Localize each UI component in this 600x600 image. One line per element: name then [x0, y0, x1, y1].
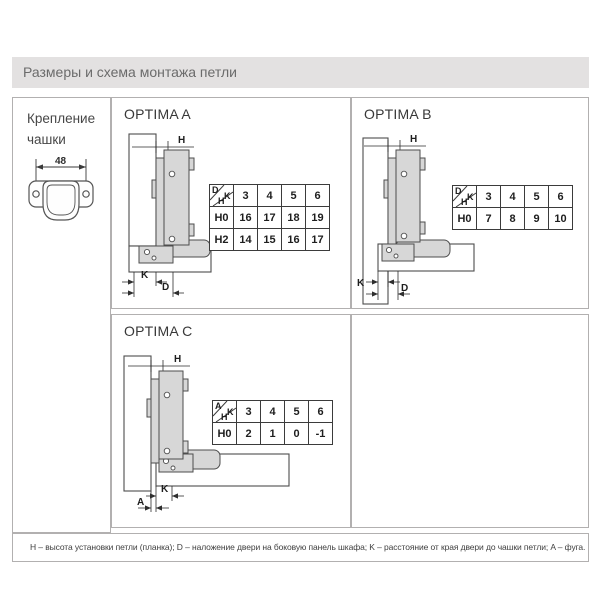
- col-header: 4: [258, 185, 282, 207]
- col-header: 4: [261, 401, 285, 423]
- screw: [394, 254, 398, 258]
- table-cell: -1: [309, 423, 333, 445]
- cup-mounting-title: [27, 108, 95, 150]
- clip-tab: [183, 379, 188, 391]
- plate-notch: [147, 399, 151, 417]
- table-cell: 18: [282, 207, 306, 229]
- table-cell: 2: [237, 423, 261, 445]
- row-label: H0: [210, 207, 234, 229]
- screw-hole: [33, 191, 39, 197]
- corner-label-d: D: [455, 186, 462, 196]
- side-panel: [124, 356, 151, 491]
- hinge-arm: [159, 371, 183, 459]
- dim-label-d: D: [401, 283, 409, 294]
- col-header: 5: [285, 401, 309, 423]
- table-cell: 9: [525, 208, 549, 230]
- dim-label-a: A: [137, 497, 145, 508]
- table-header-row: [453, 186, 573, 208]
- screw-hole: [83, 191, 89, 197]
- row-label: H0: [213, 423, 237, 445]
- corner-label-h: H: [461, 197, 468, 207]
- col-header: 3: [237, 401, 261, 423]
- corner-label-h: H: [221, 412, 228, 422]
- col-header: 6: [549, 186, 573, 208]
- table-row: [213, 423, 333, 445]
- mounting-plate: [156, 158, 164, 246]
- table-cell: 14: [234, 229, 258, 251]
- side-panel: [363, 138, 388, 304]
- row-label: H2: [210, 229, 234, 251]
- table-cell: 10: [549, 208, 573, 230]
- arrowhead: [150, 493, 156, 498]
- hinge-cup: [139, 246, 173, 263]
- table-cell: 17: [306, 229, 330, 251]
- screw: [401, 171, 407, 177]
- corner-label-d: D: [212, 185, 219, 195]
- clip-tab: [420, 222, 425, 234]
- mounting-plate: [151, 379, 159, 463]
- screw: [164, 448, 170, 454]
- screw: [164, 392, 170, 398]
- clip-tab: [183, 441, 188, 453]
- table-cell: 7: [477, 208, 501, 230]
- table-header-row: [210, 185, 330, 207]
- col-header: 3: [234, 185, 258, 207]
- table-cell: 1: [261, 423, 285, 445]
- optima-b-table: [452, 185, 573, 230]
- arrowhead: [128, 279, 134, 284]
- cup-body: [43, 181, 79, 220]
- clip-tab: [189, 158, 194, 170]
- corner-label-a: A: [215, 401, 222, 411]
- arrowhead: [156, 505, 162, 510]
- table-cell: 19: [306, 207, 330, 229]
- row-label: H0: [453, 208, 477, 230]
- dim-label-k: K: [141, 270, 149, 281]
- dim-label-k: K: [357, 278, 365, 289]
- col-header: 5: [525, 186, 549, 208]
- section-optima-b: [351, 97, 589, 309]
- screw: [144, 249, 149, 254]
- hinge-arm: [164, 150, 189, 245]
- table-cell: 16: [234, 207, 258, 229]
- table-header-row: [213, 401, 333, 423]
- col-header: 6: [306, 185, 330, 207]
- col-header: 3: [477, 186, 501, 208]
- cup-title-line2: чашки: [27, 132, 66, 147]
- cup-title-line1: Крепление: [27, 111, 96, 126]
- table-cell: 15: [258, 229, 282, 251]
- corner-label-k: K: [467, 192, 474, 202]
- table-corner-cell: [210, 185, 234, 207]
- screw: [169, 171, 175, 177]
- table-cell: 0: [285, 423, 309, 445]
- dim-label-d: D: [162, 282, 170, 293]
- hinge-arm: [396, 150, 420, 242]
- optima-a-table: [209, 184, 330, 251]
- optima-c-table: [212, 400, 333, 445]
- screw: [152, 256, 156, 260]
- corner-label-h: H: [218, 196, 225, 206]
- corner-label-k: K: [227, 407, 234, 417]
- plate-notch: [152, 180, 156, 198]
- arrowhead: [172, 493, 178, 498]
- table-corner-cell: [453, 186, 477, 208]
- section-optima-c: [111, 314, 351, 528]
- section-title-c: OPTIMA C: [124, 323, 193, 339]
- cup-diagram: [21, 154, 103, 232]
- section-optima-a: [111, 97, 351, 309]
- corner-label-k: K: [224, 191, 231, 201]
- screw: [169, 236, 175, 242]
- arrowhead: [173, 290, 179, 295]
- section-title-a: OPTIMA A: [124, 106, 191, 122]
- cup-mounting-panel: [12, 97, 111, 533]
- hinge-cup: [382, 244, 414, 261]
- col-header: 6: [309, 401, 333, 423]
- table-cell: 16: [282, 229, 306, 251]
- arrowhead: [388, 279, 394, 284]
- screw: [386, 247, 391, 252]
- cup-dimension-label: 48: [55, 156, 67, 167]
- clip-tab: [420, 158, 425, 170]
- screw: [171, 466, 175, 470]
- table-row: [210, 229, 330, 251]
- arrowhead: [128, 290, 134, 295]
- col-header: 4: [501, 186, 525, 208]
- empty-cell: [351, 314, 589, 528]
- dim-label-h: H: [410, 134, 418, 145]
- dim-label-k: K: [161, 484, 169, 495]
- arrowhead: [79, 164, 86, 169]
- section-title-b: OPTIMA B: [364, 106, 432, 122]
- dim-label-h: H: [178, 135, 186, 146]
- footnote: H – высота установки петли (планка); D – наложение двери на боковую панель шкафа; K – расстояние от края двери до чашки петли; A – фуга.: [12, 533, 589, 562]
- mounting-plate: [388, 158, 396, 244]
- clip-tab: [189, 224, 194, 236]
- table-cell: 8: [501, 208, 525, 230]
- table-row: [210, 207, 330, 229]
- table-cell: 17: [258, 207, 282, 229]
- page-title: Размеры и схема монтажа петли: [12, 57, 589, 88]
- table-row: [453, 208, 573, 230]
- arrowhead: [145, 505, 151, 510]
- col-header: 5: [282, 185, 306, 207]
- plate-notch: [384, 180, 388, 198]
- arrowhead: [36, 164, 43, 169]
- dim-label-h: H: [174, 354, 182, 365]
- screw: [401, 233, 407, 239]
- table-corner-cell: [213, 401, 237, 423]
